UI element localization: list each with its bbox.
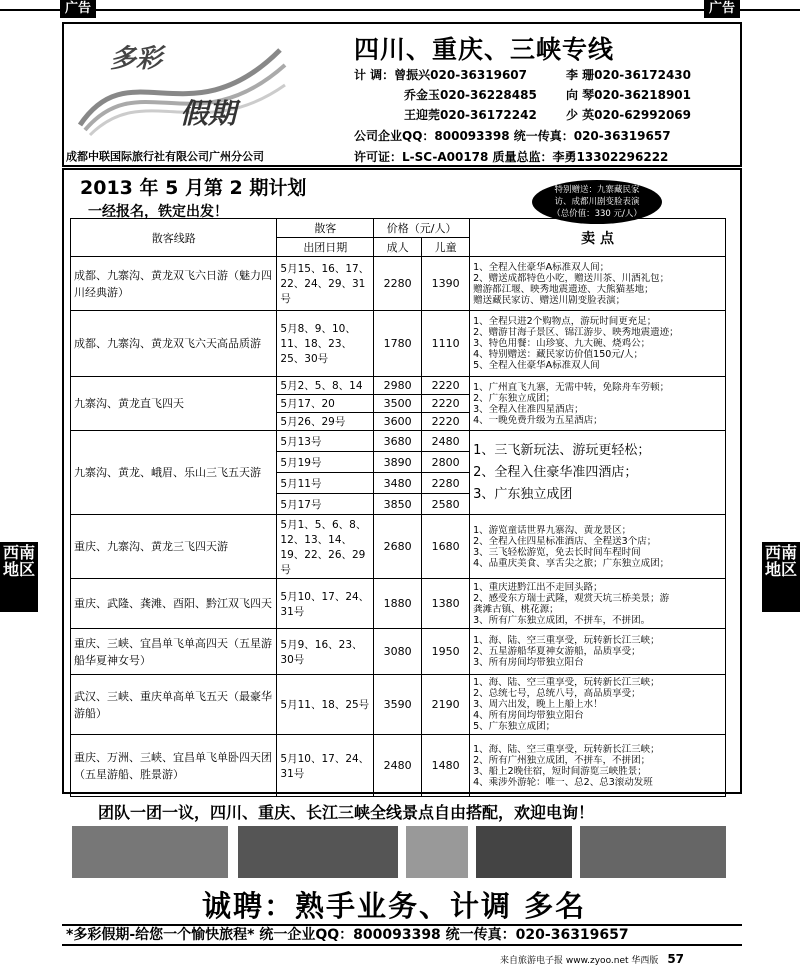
child-cell: 2480 bbox=[422, 431, 470, 452]
point-line: 5、全程入住豪华A标准双人间 bbox=[473, 360, 600, 371]
date-cell: 5月13号 bbox=[277, 431, 374, 452]
date-cell: 5月11、18、25号 bbox=[277, 675, 374, 735]
ad-tag-left: 广告 bbox=[60, 0, 96, 18]
point-line: 3、特色用餐：山珍宴、九大碗、烧鸡公； bbox=[473, 338, 651, 349]
point-line: 4、乘涉外游轮：唯一、总2、总3滚动发班 bbox=[473, 776, 653, 788]
header-route: 散客线路 bbox=[71, 219, 277, 257]
contact-2: 乔金玉020-36228485 bbox=[404, 88, 537, 102]
points-cell bbox=[470, 579, 726, 629]
point-line: 3、船上2晚住宿，短时间游览三峡胜景； bbox=[473, 765, 647, 777]
point-line: 3、广东独立成团 bbox=[473, 486, 573, 502]
photo-river bbox=[238, 826, 398, 878]
point-line: 3、所有广东独立成团，不拼车，不拼团。 bbox=[473, 614, 651, 626]
header-child: 儿童 bbox=[422, 238, 470, 257]
contact-4: 王迎莞020-36172242 bbox=[404, 108, 537, 122]
route-cell: 重庆、三峡、宜昌单飞单高四天（五星游船华夏神女号） bbox=[71, 629, 277, 675]
date-cell: 5月19号 bbox=[277, 452, 374, 473]
plan-title: 2013 年 5 月第 2 期计划 bbox=[80, 177, 307, 199]
points-cell bbox=[470, 629, 726, 675]
footer-url: www.zyoo.net bbox=[565, 956, 629, 966]
point-line: 1、全程只进2个购物点，游玩时间更充足； bbox=[473, 316, 657, 327]
adult-cell: 3600 bbox=[374, 413, 422, 431]
bubble-line-2: 访、成都川剧变脸表演 bbox=[554, 197, 640, 207]
point-line: 1、广州直飞九寨，无需中转，免除舟车劳顿； bbox=[473, 381, 670, 393]
date-cell: 5月1、5、6、8、12、13、14、19、22、26、29号 bbox=[277, 515, 374, 579]
side-tag-left bbox=[0, 542, 38, 612]
license: 许可证：L-SC-A00178 质量总监：李勇13302296222 bbox=[354, 150, 669, 164]
child-cell: 1390 bbox=[422, 257, 470, 311]
table-row bbox=[71, 257, 726, 311]
plan-subtitle: 一经报名，铁定出发！ bbox=[88, 204, 228, 220]
date-cell: 5月26、29号 bbox=[277, 413, 374, 431]
point-line: 2、总统七号，总统八号，高品质享受； bbox=[473, 688, 641, 699]
logo bbox=[70, 30, 290, 142]
route-cell: 成都、九寨沟、黄龙双飞六天高品质游 bbox=[71, 311, 277, 377]
point-line: 4、品重庆美食、享舌尖之旅；广东独立成团； bbox=[473, 557, 670, 569]
points-cell bbox=[470, 377, 726, 431]
header-adult: 成人 bbox=[374, 238, 422, 257]
point-line: 2、感受东方瑞士武隆，观赏天坑三桥美景；游 bbox=[473, 592, 670, 604]
page-title: 四川、重庆、三峡专线 bbox=[354, 35, 615, 64]
footer-source-text: 来自旅游电子报 bbox=[500, 956, 564, 966]
adult-cell: 3480 bbox=[374, 473, 422, 494]
side-tag-right bbox=[762, 542, 800, 612]
point-line: 2、赠游甘海子景区、锦江游步、映秀地震遗迹； bbox=[473, 327, 679, 338]
adult-cell: 3680 bbox=[374, 431, 422, 452]
point-line: 1、海、陆、空三重享受，玩转新长江三峡； bbox=[473, 635, 660, 646]
point-line: 2、所有广州独立成团，不拼车，不拼团； bbox=[473, 754, 651, 766]
table-row bbox=[71, 311, 726, 377]
adult-cell: 3500 bbox=[374, 395, 422, 413]
photo-statue bbox=[406, 826, 468, 878]
point-line: 2、全程入住豪华准四酒店； bbox=[473, 464, 638, 480]
point-line: 4、特别赠送：藏民家访价值150元/人； bbox=[473, 349, 643, 360]
date-cell: 5月9、16、23、30号 bbox=[277, 629, 374, 675]
child-cell: 1950 bbox=[422, 629, 470, 675]
point-line: 1、重庆进黔江出不走回头路； bbox=[473, 581, 603, 593]
point-line: 4、一晚免费升级为五星酒店； bbox=[473, 414, 603, 426]
photo-waterfall bbox=[476, 826, 572, 878]
logo-text-2: 假期 bbox=[180, 97, 237, 130]
child-cell: 1380 bbox=[422, 579, 470, 629]
child-cell: 2800 bbox=[422, 452, 470, 473]
tour-table bbox=[70, 218, 726, 797]
point-line: 2、广东独立成团； bbox=[473, 392, 556, 404]
child-cell: 2220 bbox=[422, 377, 470, 395]
contact-3: 向 琴020-36218901 bbox=[566, 88, 692, 102]
point-line: 1、全程入住豪华A标准双人间； bbox=[473, 261, 610, 273]
route-cell: 重庆、万洲、三峡、宜昌单飞单卧四天团（五星游船、胜景游） bbox=[71, 735, 277, 797]
ad-tag-right: 广告 bbox=[704, 0, 740, 18]
point-line: 1、海、陆、空三重享受，玩转新长江三峡； bbox=[473, 677, 660, 688]
logo-text-1: 多彩 bbox=[110, 44, 163, 74]
date-cell: 5月17号 bbox=[277, 494, 374, 515]
header-depart-date: 出团日期 bbox=[277, 238, 374, 257]
adult-cell: 3590 bbox=[374, 675, 422, 735]
recruit-banner: 诚聘：熟手业务、计调 多名 bbox=[202, 889, 587, 923]
adult-cell: 1780 bbox=[374, 311, 422, 377]
points-cell bbox=[470, 515, 726, 579]
point-line: 3、三飞轻松游览，免去长时间车程时间 bbox=[473, 546, 641, 558]
route-cell: 九寨沟、黄龙、峨眉、乐山三飞五天游 bbox=[71, 431, 277, 515]
header-depart: 散客 bbox=[277, 219, 374, 238]
slogan: 团队一团一议，四川、重庆、长江三峡全线景点自由搭配，欢迎电询！ bbox=[98, 803, 595, 822]
date-cell: 5月15、16、17、22、24、29、31号 bbox=[277, 257, 374, 311]
contact-1: 李 珊020-36172430 bbox=[566, 68, 692, 82]
table-row bbox=[71, 377, 726, 395]
contact-5: 少 英020-62992069 bbox=[566, 108, 692, 122]
point-line: 赠送藏民家访、赠送川剧变脸表演； bbox=[473, 294, 626, 306]
page-number: 57 bbox=[667, 952, 685, 966]
adult-cell: 3850 bbox=[374, 494, 422, 515]
adult-cell: 2280 bbox=[374, 257, 422, 311]
date-cell: 5月2、5、8、14 bbox=[277, 377, 374, 395]
table-row bbox=[71, 675, 726, 735]
adult-cell: 1880 bbox=[374, 579, 422, 629]
child-cell: 2220 bbox=[422, 413, 470, 431]
child-cell: 1480 bbox=[422, 735, 470, 797]
point-line: 2、全程入住四星标准酒店、全程送3个店； bbox=[473, 535, 657, 547]
bubble-line-1: 特别赠送：九寨藏民家 bbox=[554, 185, 640, 195]
point-line: 1、三飞新玩法、游玩更轻松； bbox=[473, 442, 651, 458]
point-line: 5、广东独立成团； bbox=[473, 721, 556, 732]
photo-lake bbox=[72, 826, 228, 878]
bubble-line-3: （总价值：330 元/人） bbox=[552, 209, 642, 219]
photo-street bbox=[580, 826, 726, 878]
child-cell: 2220 bbox=[422, 395, 470, 413]
date-cell: 5月8、9、10、11、18、23、25、30号 bbox=[277, 311, 374, 377]
date-cell: 5月10、17、24、31号 bbox=[277, 579, 374, 629]
table-row bbox=[71, 735, 726, 797]
header-price: 价格（元/人） bbox=[374, 219, 470, 238]
adult-cell: 2680 bbox=[374, 515, 422, 579]
top-rule bbox=[0, 9, 800, 11]
point-line: 1、海、陆、空三重享受，玩转新长江三峡； bbox=[473, 743, 660, 755]
child-cell: 1110 bbox=[422, 311, 470, 377]
header-points: 卖 点 bbox=[470, 219, 726, 257]
route-cell: 九寨沟、黄龙直飞四天 bbox=[71, 377, 277, 431]
child-cell: 2580 bbox=[422, 494, 470, 515]
point-line: 1、游览童话世界九寨沟、黄龙景区； bbox=[473, 524, 632, 536]
route-cell: 成都、九寨沟、黄龙双飞六日游（魅力四川经典游） bbox=[71, 257, 277, 311]
adult-cell: 2480 bbox=[374, 735, 422, 797]
adult-cell: 2980 bbox=[374, 377, 422, 395]
points-cell bbox=[470, 735, 726, 797]
company-name: 成都中联国际旅行社有限公司广州分公司 bbox=[66, 150, 264, 163]
date-cell: 5月10、17、24、31号 bbox=[277, 735, 374, 797]
route-cell: 重庆、九寨沟、黄龙三飞四天游 bbox=[71, 515, 277, 579]
table-row bbox=[71, 431, 726, 452]
point-line: 赠游都江堰、映秀地震遗迹、大熊猫基地； bbox=[473, 283, 654, 295]
route-cell: 重庆、武隆、龚滩、酉阳、黔江双飞四天 bbox=[71, 579, 277, 629]
route-cell: 武汉、三峡、重庆单高单飞五天（最豪华游船） bbox=[71, 675, 277, 735]
point-line: 4、所有房间均带独立阳台 bbox=[473, 710, 584, 721]
date-cell: 5月11号 bbox=[277, 473, 374, 494]
points-cell bbox=[470, 431, 726, 515]
child-cell: 2190 bbox=[422, 675, 470, 735]
date-cell: 5月17、20 bbox=[277, 395, 374, 413]
point-line: 3、所有房间均带独立阳台 bbox=[473, 657, 584, 668]
point-line: 3、周六出发，晚上上船上水！ bbox=[473, 699, 603, 710]
table-row bbox=[71, 515, 726, 579]
table-row bbox=[71, 629, 726, 675]
company-qq: 公司企业QQ：800093398 统一传真：020-36319657 bbox=[354, 129, 671, 143]
contact-0: 计 调：曾振兴020-36319607 bbox=[354, 68, 528, 82]
points-cell bbox=[470, 257, 726, 311]
side-tag-left-text: 西南地区 bbox=[2, 543, 35, 579]
adult-cell: 3080 bbox=[374, 629, 422, 675]
points-cell bbox=[470, 311, 726, 377]
adult-cell: 3890 bbox=[374, 452, 422, 473]
point-line: 龚滩古镇、桃花源； bbox=[473, 603, 559, 615]
child-cell: 2280 bbox=[422, 473, 470, 494]
footer-bar: *多彩假期-给您一个愉快旅程* 统一企业QQ：800093398 统一传真：020-36319657 bbox=[62, 924, 742, 946]
side-tag-right-text: 西南地区 bbox=[764, 543, 797, 579]
point-line: 2、赠送成都特色小吃，赠送川茶、川酒礼包； bbox=[473, 272, 670, 284]
points-cell bbox=[470, 675, 726, 735]
child-cell: 1680 bbox=[422, 515, 470, 579]
point-line: 2、五星游船华夏神女游船，品质享受； bbox=[473, 646, 641, 657]
footer-source bbox=[500, 952, 684, 966]
table-row bbox=[71, 579, 726, 629]
footer-region: 华西版 bbox=[631, 956, 659, 966]
point-line: 3、全程入住准四星酒店； bbox=[473, 403, 584, 415]
